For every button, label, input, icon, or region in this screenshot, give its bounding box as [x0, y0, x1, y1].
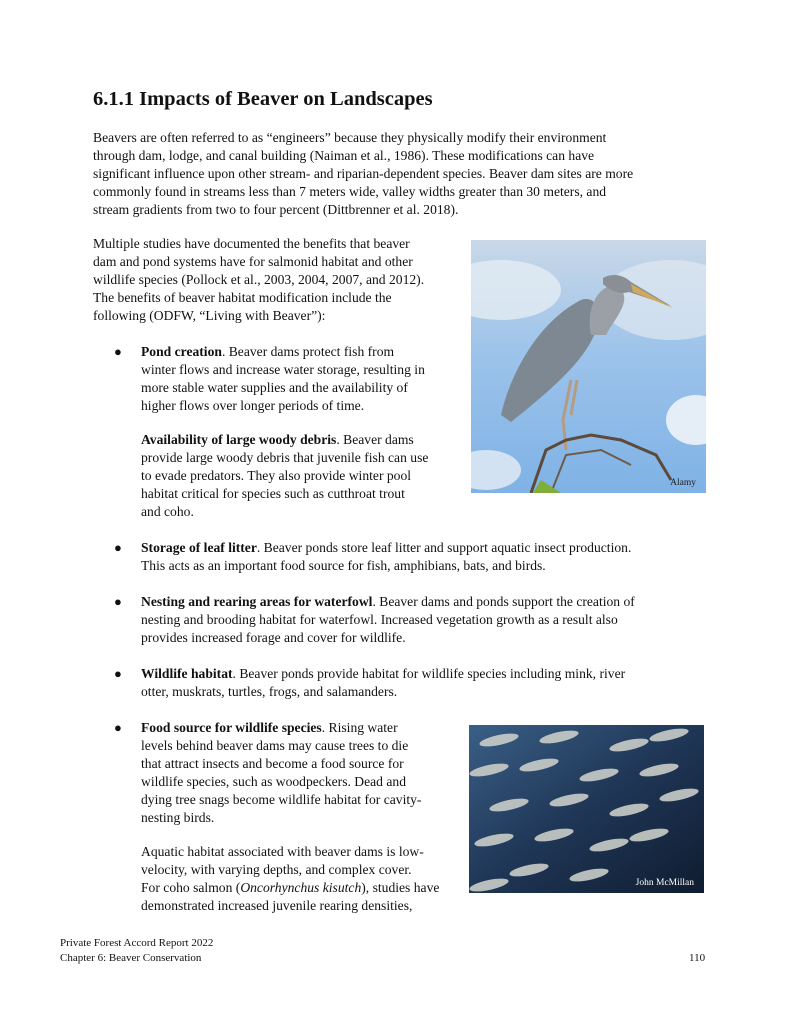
text-line — [93, 307, 424, 325]
text-line — [93, 183, 633, 201]
salmon-photo-credit: John McMillan — [635, 878, 694, 888]
text-run: through dam, lodge, and canal building (Naiman et al., 1986). These modifications can have — [93, 148, 595, 163]
heron-image — [471, 240, 706, 493]
text-run: Multiple studies have documented the benefits that beaver — [93, 236, 410, 251]
text-run: For coho salmon ( — [141, 880, 241, 895]
text-run: velocity, with varying depths, and complex cover. — [141, 862, 412, 877]
text-run: provide large woody debris that juvenile fish can use — [141, 450, 429, 465]
text-run: This acts as an important food source for fish, amphibians, bats, and birds. — [141, 558, 546, 573]
text-run: commonly found in streams less than 7 meters wide, valley widths greater than 30 meters, and — [93, 184, 607, 199]
text-run: nesting birds. — [141, 810, 215, 825]
text-run: The benefits of beaver habitat modification include the — [93, 290, 392, 305]
text-run: . Beaver dams — [336, 432, 414, 447]
text-line — [93, 289, 424, 307]
text-run: otter, muskrats, turtles, frogs, and salamanders. — [141, 684, 398, 699]
italic-term: Oncorhynchus kisutch — [240, 880, 362, 895]
bold-term: Availability of large woody debris — [141, 432, 337, 447]
text-run: that attract insects and become a food source for — [141, 756, 404, 771]
food-source-item — [141, 719, 421, 827]
text-run: stream gradients from two to four percent (Dittbrenner et al. 2018). — [93, 202, 459, 217]
page-number: 110 — [689, 952, 706, 964]
woody-debris-paragraph — [141, 431, 428, 521]
intro-paragraph — [93, 129, 633, 219]
heron-photo — [471, 240, 706, 493]
text-run: higher flows over longer periods of time. — [141, 398, 365, 413]
text-line — [141, 773, 421, 791]
text-line — [141, 485, 428, 503]
text-run: . Beaver dams protect fish from — [221, 344, 395, 359]
footer-report-title: Private Forest Accord Report 2022 — [60, 937, 214, 949]
text-line — [141, 755, 421, 773]
text-run: wildlife species (Pollock et al., 2003, 2004, 2007, and 2012). — [93, 272, 425, 287]
text-run: . Beaver ponds store leaf litter and support aquatic insect production. — [256, 540, 632, 555]
wildlife-habitat-item — [141, 665, 625, 701]
aquatic-habitat-paragraph — [141, 843, 439, 915]
bullet-icon: ● — [114, 720, 122, 735]
text-run: following (ODFW, “Living with Beaver”): — [93, 308, 326, 323]
text-run: dam and pond systems have for salmonid habitat and other — [93, 254, 413, 269]
salmon-image — [469, 725, 704, 893]
leaf-litter-item — [141, 539, 631, 575]
text-run: . Rising water — [321, 720, 398, 735]
text-line — [93, 201, 633, 219]
text-line — [93, 235, 424, 253]
text-run: winter flows and increase water storage, resulting in — [141, 362, 425, 377]
text-line — [141, 683, 625, 701]
text-line — [141, 719, 421, 737]
text-line — [141, 557, 631, 575]
studies-paragraph — [93, 235, 424, 325]
bold-term: Food source for wildlife species — [141, 720, 322, 735]
bold-term: Wildlife habitat — [141, 666, 233, 681]
text-line — [141, 343, 425, 361]
bold-term: Storage of leaf litter — [141, 540, 257, 555]
bold-term: Pond creation — [141, 344, 222, 359]
text-line — [141, 611, 635, 629]
text-line — [93, 253, 424, 271]
juvenile-salmon-photo — [469, 725, 704, 893]
text-line — [93, 271, 424, 289]
bullet-icon: ● — [114, 344, 122, 359]
pond-creation-item — [141, 343, 425, 415]
text-run: demonstrated increased juvenile rearing densities, — [141, 898, 413, 913]
text-line — [141, 467, 428, 485]
text-run: levels behind beaver dams may cause trees to die — [141, 738, 409, 753]
text-line — [93, 165, 633, 183]
text-run: . Beaver dams and ponds support the creation of — [372, 594, 635, 609]
text-run: Aquatic habitat associated with beaver dams is low- — [141, 844, 424, 859]
bold-term: Nesting and rearing areas for waterfowl — [141, 594, 373, 609]
text-run: nesting and brooding habitat for waterfowl. Increased vegetation growth as a result also — [141, 612, 618, 627]
text-line — [141, 629, 635, 647]
text-line — [141, 431, 428, 449]
waterfowl-item — [141, 593, 635, 647]
text-run: provides increased forage and cover for wildlife. — [141, 630, 406, 645]
text-line — [141, 449, 428, 467]
text-run: habitat critical for species such as cutthroat trout — [141, 486, 405, 501]
text-run: dying tree snags become wildlife habitat for cavity- — [141, 792, 422, 807]
text-run: Beavers are often referred to as “engineers” because they physically modify their environment — [93, 130, 607, 145]
text-run: and coho. — [141, 504, 194, 519]
text-run: wildlife species, such as woodpeckers. Dead and — [141, 774, 406, 789]
text-run: ), studies have — [361, 880, 440, 895]
footer-chapter: Chapter 6: Beaver Conservation — [60, 952, 202, 964]
text-line — [141, 397, 425, 415]
text-run: . Beaver ponds provide habitat for wildlife species including mink, river — [232, 666, 626, 681]
text-line — [141, 379, 425, 397]
text-line — [141, 861, 439, 879]
text-line — [141, 593, 635, 611]
text-line — [141, 879, 439, 897]
text-line — [141, 503, 428, 521]
section-heading: 6.1.1 Impacts of Beaver on Landscapes — [93, 88, 433, 110]
text-line — [93, 129, 633, 147]
text-line — [141, 897, 439, 915]
text-line — [141, 809, 421, 827]
text-line — [141, 665, 625, 683]
text-line — [141, 361, 425, 379]
text-run: more stable water supplies and the availability of — [141, 380, 408, 395]
heron-photo-credit: Alamy — [670, 478, 696, 488]
text-run: significant influence upon other stream- and riparian-dependent species. Beaver dam sites are more — [93, 166, 634, 181]
text-line — [141, 791, 421, 809]
text-line — [141, 737, 421, 755]
bullet-icon: ● — [114, 594, 122, 609]
text-line — [141, 539, 631, 557]
bullet-icon: ● — [114, 666, 122, 681]
text-line — [141, 843, 439, 861]
text-line — [93, 147, 633, 165]
bullet-icon: ● — [114, 540, 122, 555]
text-run: to evade predators. They also provide winter pool — [141, 468, 412, 483]
